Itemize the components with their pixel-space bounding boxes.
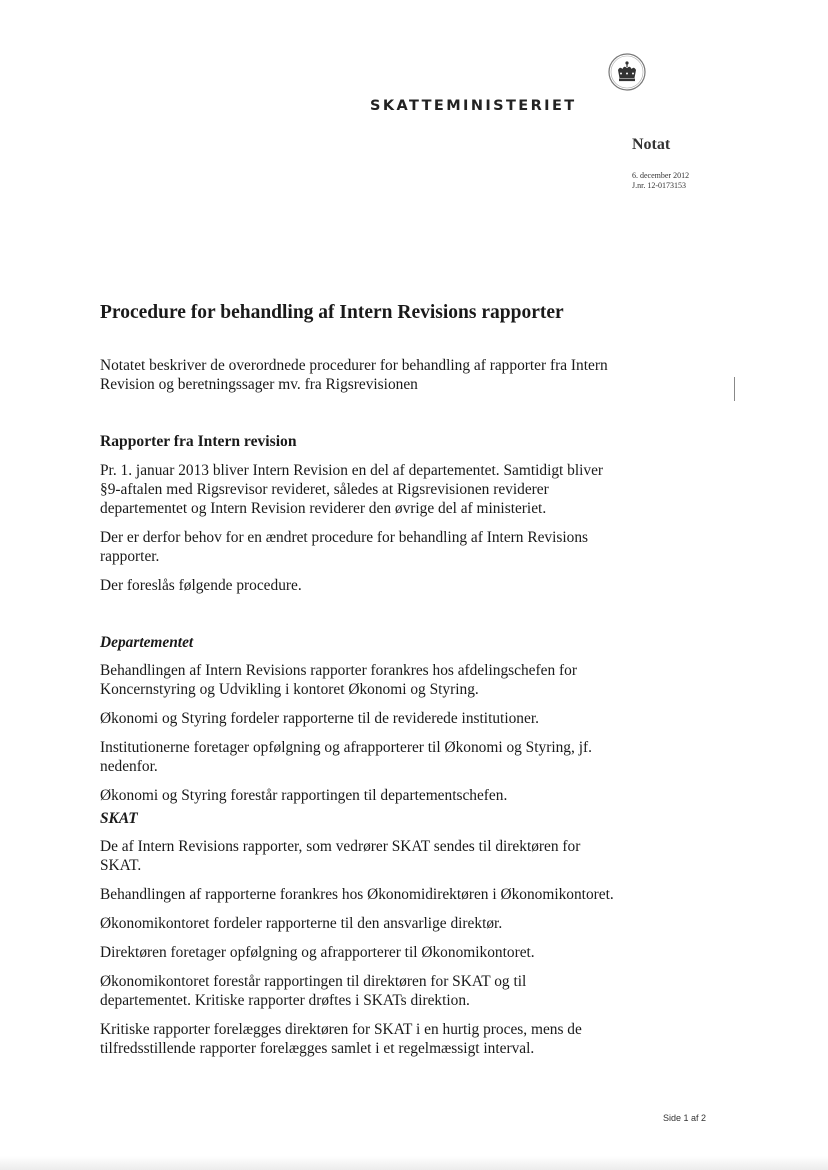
paragraph: Økonomi og Styring forestår rapportingen til departementschefen. bbox=[100, 787, 508, 804]
document-body bbox=[100, 356, 615, 1068]
page-bottom-edge bbox=[0, 1156, 828, 1170]
section-heading-skat: SKAT bbox=[100, 810, 138, 827]
document-title: Procedure for behandling af Intern Revisions rapporter bbox=[100, 302, 564, 323]
paragraph: Økonomi og Styring fordeler rapporterne til de reviderede institutioner. bbox=[100, 710, 539, 727]
section-heading-reports: Rapporter fra Intern revision bbox=[100, 433, 297, 450]
paragraph: Der er derfor behov for en ændret procedure for behandling af Intern Revisions rapporter. bbox=[100, 529, 589, 565]
paragraph: Økonomikontoret forestår rapportingen til direktøren for SKAT og til departementet. Kritiske rapporter drøftes i SKATs direktion. bbox=[100, 973, 527, 1009]
margin-mark bbox=[734, 377, 735, 401]
paragraph: Institutionerne foretager opfølgning og afrapporterer til Økonomi og Styring, jf. nedenfor. bbox=[100, 739, 592, 775]
document-date: 6. december 2012 bbox=[632, 171, 690, 180]
section-heading-departementet: Departementet bbox=[100, 634, 194, 651]
paragraph: Direktøren foretager opfølgning og afrapporterer til Økonomikontoret. bbox=[100, 944, 535, 961]
ministry-name: SKATTEMINISTERIET bbox=[370, 98, 577, 114]
royal-crown-crest-icon bbox=[607, 52, 647, 92]
paragraph: Økonomikontoret fordeler rapporterne til den ansvarlige direktør. bbox=[100, 915, 503, 932]
paragraph: De af Intern Revisions rapporter, som vedrører SKAT sendes til direktøren for SKAT. bbox=[100, 838, 581, 874]
paragraph: Kritiske rapporter forelægges direktøren for SKAT i en hurtig proces, mens de tilfredsstillende rapporter forelægges samlet i et regelmæssigt interval. bbox=[100, 1021, 582, 1057]
paragraph: Pr. 1. januar 2013 bliver Intern Revision en del af departementet. Samtidigt bliver §9-aftalen med Rigsrevisor revideret, således at Rigsrevisionen reviderer departementet og Intern Revision reviderer den øvrige del af ministeriet. bbox=[100, 462, 604, 517]
paragraph: Der foreslås følgende procedure. bbox=[100, 577, 302, 594]
page-number: Side 1 af 2 bbox=[663, 1113, 707, 1123]
document-type: Notat bbox=[632, 136, 671, 153]
document-meta bbox=[632, 171, 689, 191]
letterhead bbox=[370, 50, 640, 120]
journal-number: J.nr. 12-0173153 bbox=[632, 181, 686, 190]
paragraph: Behandlingen af rapporterne forankres hos Økonomidirektøren i Økonomikontoret. bbox=[100, 886, 614, 903]
intro-paragraph: Notatet beskriver de overordnede procedurer for behandling af rapporter fra Intern Revision og beretningssager mv. fra Rigsrevisionen bbox=[100, 357, 608, 393]
paragraph: Behandlingen af Intern Revisions rapporter forankres hos afdelingschefen for Koncernstyring og Udvikling i kontoret Økonomi og Styring. bbox=[100, 662, 577, 698]
